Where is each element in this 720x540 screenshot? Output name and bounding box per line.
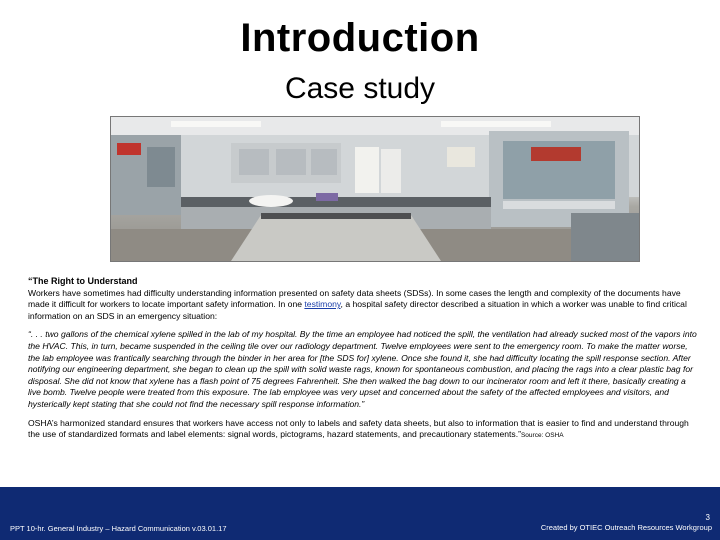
case-study-text (28, 276, 700, 449)
section-heading: “The Right to Understand (28, 276, 138, 286)
testimony-quote: “. . . two gallons of the chemical xylene spilled in the lab of my hospital. By the time an employee had noticed the spill, the ventilation had already sucked most of the vapors into the HVAC. This, in turn, became suspended in the ceiling tile over our radiology department. Twelve employees were sent to the emergency room. To make the matter worse, the lab employee was frantically searching through the binder in her area for [the SDS for] xylene. Once she found it, she had difficulty locating the spill response section. After notifying our engineering department, she began to clean up the spill with solid waste rags, known for spontaneous combustion, and placing the rags into a clear plastic bag for disposal. She did not know that xylene has a flash point of 75 degrees Fahrenheit. She then walked the bag down to our incinerator room and left it there, basically creating a live bomb. Twelve people were treated from this exposure. The lab employee was very upset and concerned about the safety of the affected employees and visitors, and hysterically kept stating that she could not find the necessary spill response information.” (28, 329, 697, 409)
osha-text: OSHA’s harmonized standard ensures that workers have access not only to labels and safety data sheets, but also to information that is easier to find and understand through the use of standardized formats and label elements: signal words, pictograms, hazard statements, and precautionary statements.” (28, 417, 689, 440)
testimony-link[interactable]: testimony (304, 299, 341, 310)
footer-credit: Created by OTIEC Outreach Resources Workgroup (540, 523, 712, 532)
intro-text-end: , a hospital safety director described a situation in which a worker was unable to find critical information on an SDS in an emergency situation: (28, 299, 687, 321)
footer-course-label: PPT 10-hr. General Industry – Hazard Communication v.03.01.17 (10, 524, 227, 533)
slide-title: Introduction (240, 16, 480, 60)
page-number: 3 (705, 513, 710, 522)
lab-photo (110, 116, 640, 262)
source-citation: Source: OSHA (520, 432, 564, 440)
osha-paragraph (28, 418, 700, 442)
slide-subtitle: Case study (284, 72, 436, 105)
intro-paragraph (28, 288, 700, 323)
footer-bar (0, 487, 720, 540)
intro-text-start: Workers have sometimes had difficulty understanding information presented on safety data sheets (SDSs). In some cases the length and complexity of the documents have made it difficult for workers to locate important safety information. In one (28, 287, 681, 310)
lab-photo-illustration (111, 117, 639, 261)
